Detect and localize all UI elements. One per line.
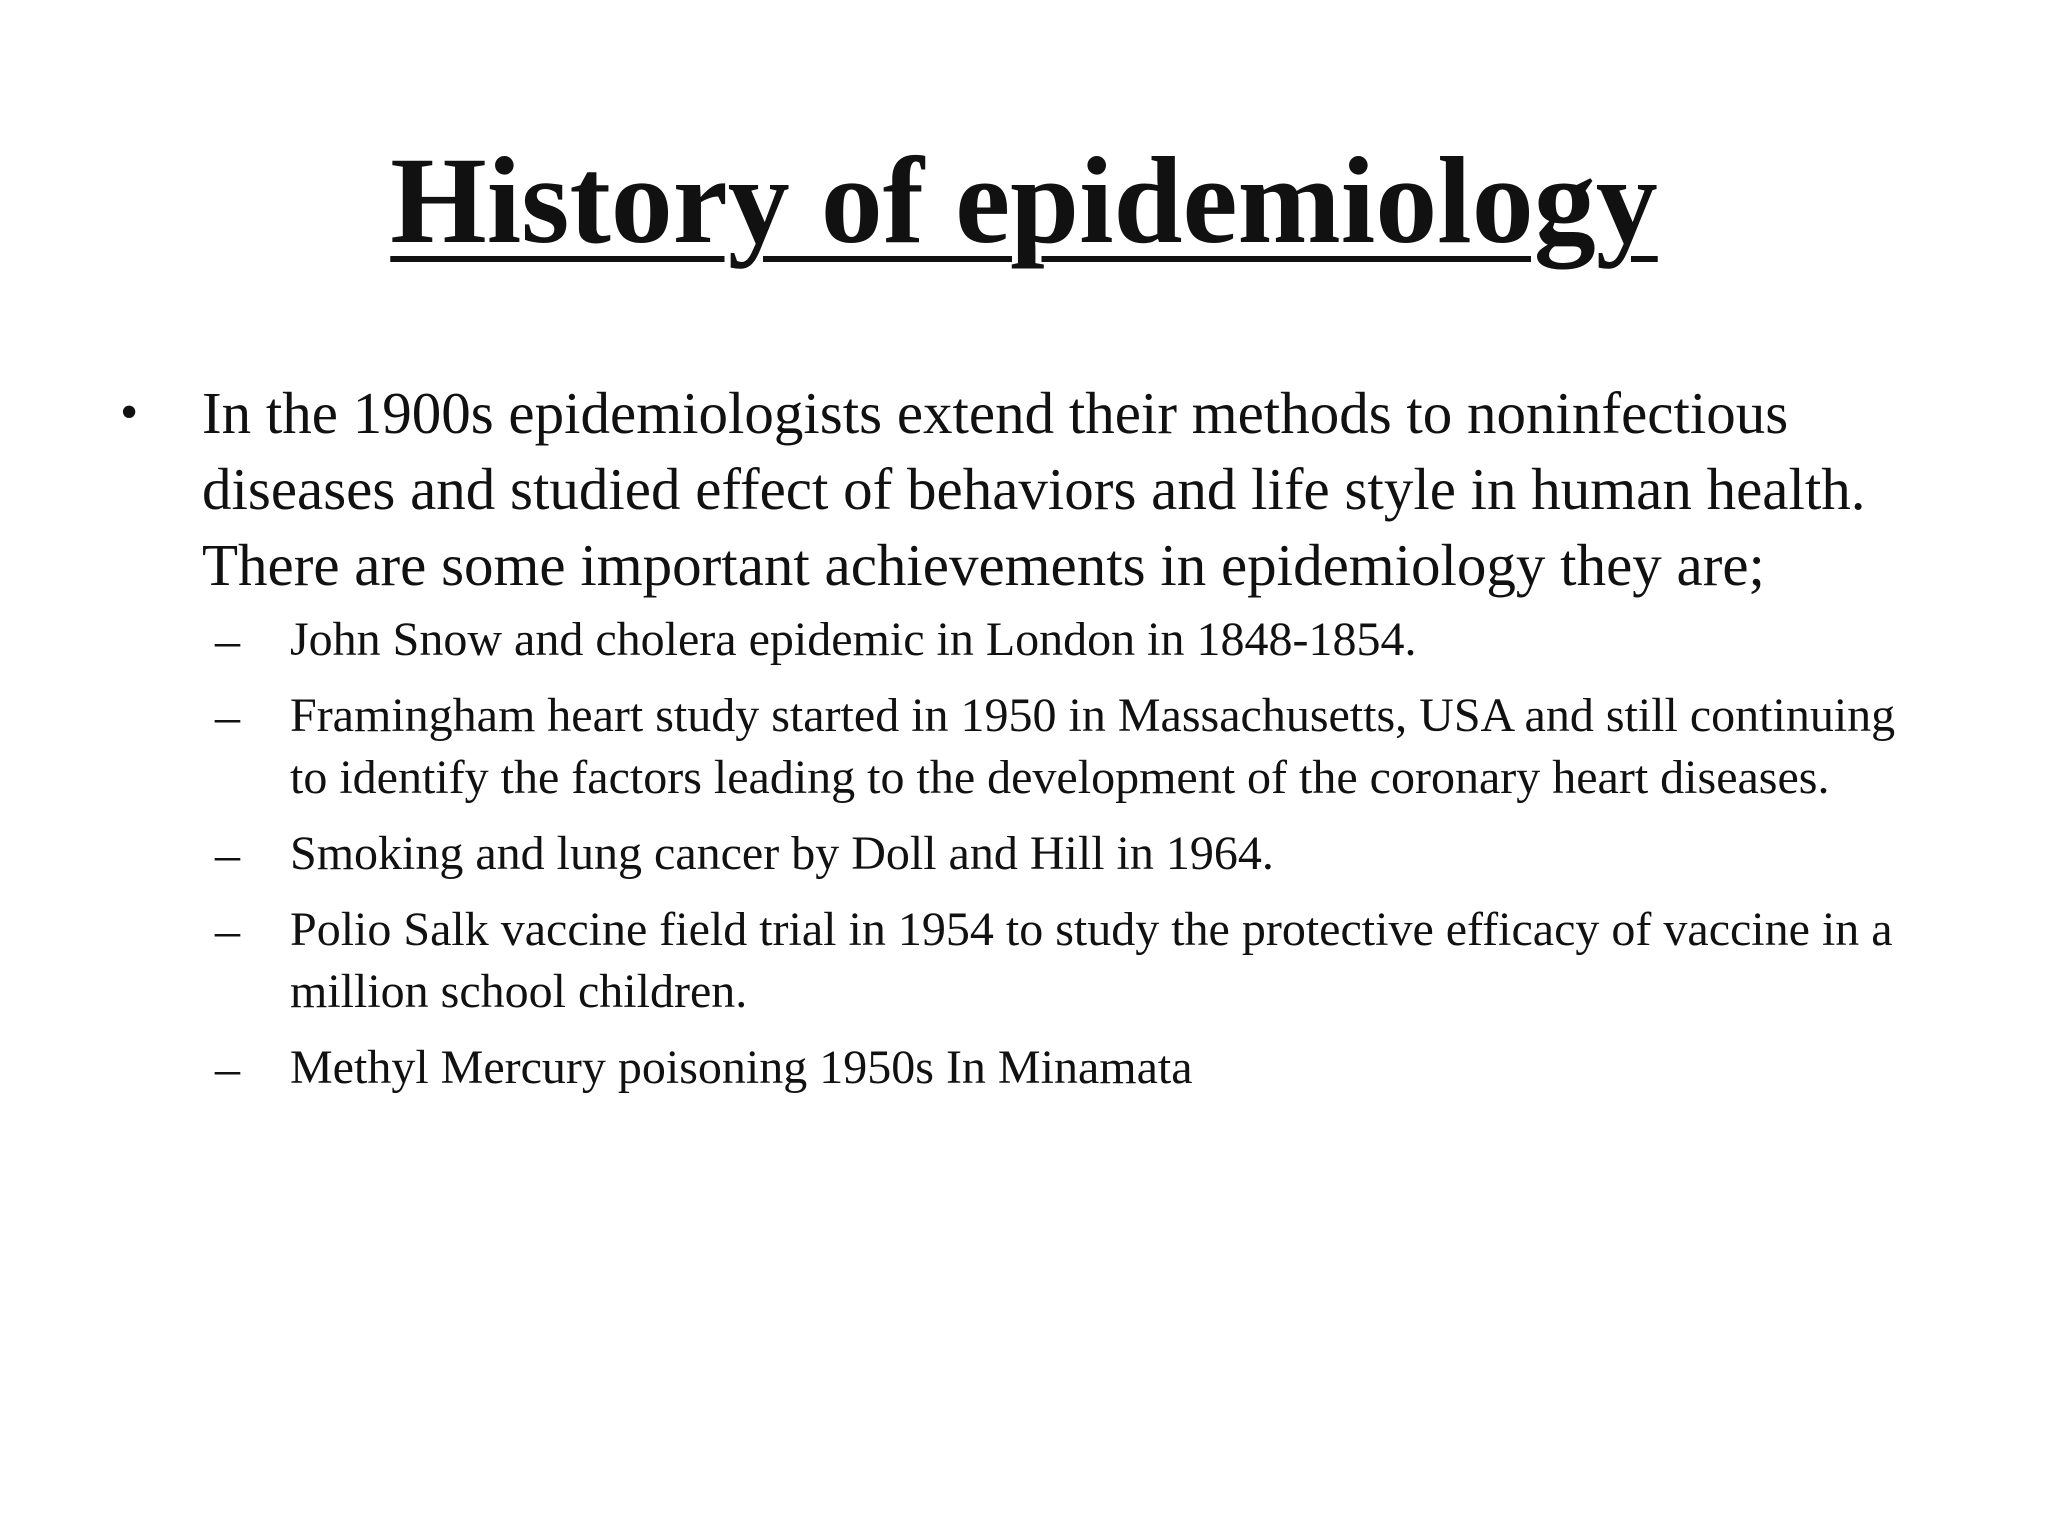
sub-bullet-item [215, 685, 1960, 809]
sub-bullet-item [215, 1037, 1960, 1099]
sub-bullet-item [215, 609, 1960, 671]
dash-icon: – [215, 826, 240, 882]
sub-bullet-text: Methyl Mercury poisoning 1950s In Minamata [290, 1041, 1193, 1094]
slide-title [0, 130, 2048, 273]
sub-bullet-item [215, 899, 1960, 1023]
bullet-icon: • [120, 384, 139, 441]
dash-icon: – [215, 1040, 240, 1096]
sub-bullet-text: Polio Salk vaccine field trial in 1954 to study the protective efficacy of vaccine in a million school children. [290, 903, 1893, 1018]
dash-icon: – [215, 688, 240, 744]
bullet-item [120, 375, 1960, 603]
dash-icon: – [215, 902, 240, 958]
slide-title-text: History of epidemiology [390, 132, 1658, 269]
dash-icon: – [215, 612, 240, 668]
sub-bullet-text: Framingham heart study started in 1950 in Massachusetts, USA and still continuing to identify the factors leading to the development of the coronary heart diseases. [290, 689, 1896, 804]
sub-bullet-text: Smoking and lung cancer by Doll and Hill in 1964. [290, 827, 1274, 880]
bullet-content [202, 375, 1960, 603]
bullet-text: In the 1900s epidemiologists extend their methods to noninfectious diseases and studied effect of behaviors and life style in human health. There are some important achievements in epidemiology they are; [202, 380, 1866, 598]
sub-bullet-list [120, 609, 1960, 1099]
slide-body [120, 375, 1960, 1113]
sub-bullet-text: John Snow and cholera epidemic in London in 1848-1854. [290, 613, 1417, 666]
sub-bullet-item [215, 823, 1960, 885]
